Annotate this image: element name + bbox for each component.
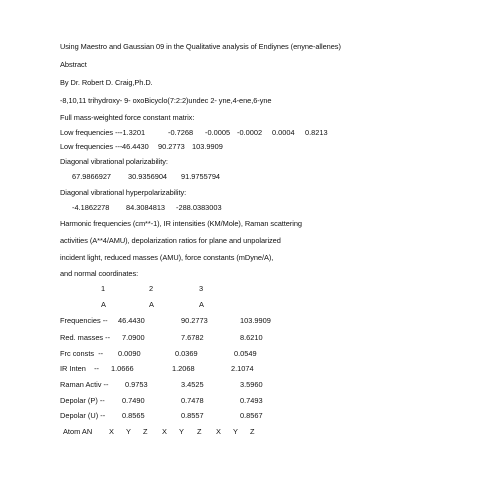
row-value: 3.4525 [181,380,204,389]
atom-header-axis: Z [250,427,255,436]
row-value: 0.7478 [181,396,204,405]
atom-header-axis: Z [197,427,202,436]
harmonic-description-line: and normal coordinates: [60,269,139,278]
row-value: 1.2068 [172,364,195,373]
row-label: Depolar (P) -- [60,396,105,405]
hyperpolarizability-label: Diagonal vibrational hyperpolarizability: [60,188,187,197]
atom-header-label: Atom AN [63,427,93,436]
atom-header-axis: X [162,427,167,436]
polarizability-label: Diagonal vibrational polarizability: [60,157,168,166]
row-value: 7.0900 [122,333,145,342]
row-label: Frequencies -- [60,316,108,325]
atom-header-axis: X [216,427,221,436]
row-value: 8.6210 [240,333,263,342]
low-freq-1-value: -0.0005 [205,128,231,137]
row-value: 0.0549 [234,349,257,358]
mode-symmetry: A [199,300,204,309]
low-freq-1-value: -0.0002 [237,128,263,137]
harmonic-description-line: Harmonic frequencies (cm**-1), IR intensities (KM/Mole), Raman scattering [60,219,302,228]
row-value: 1.0666 [111,364,134,373]
row-value: 7.6782 [181,333,204,342]
atom-header-axis: Y [179,427,184,436]
hyperpolarizability-value: -288.0383003 [176,203,222,212]
row-label: IR Inten -- [60,364,100,373]
atom-header-axis: Z [143,427,148,436]
row-value: 0.7490 [122,396,145,405]
low-freq-1-value: -1.3201 [120,128,146,137]
row-value: 0.8565 [122,411,145,420]
compound-name: -8,10,11 trihydroxy- 9- oxoBicyclo(7:2:2)undec 2- yne,4-ene,6-yne [60,96,272,105]
low-freq-2-label: Low frequencies --- [60,142,123,151]
row-label: Depolar (U) -- [60,411,106,420]
row-value: 0.8557 [181,411,204,420]
hyperpolarizability-value: -4.1862278 [72,203,110,212]
row-label: Frc consts -- [60,349,104,358]
atom-header-axis: X [109,427,114,436]
mode-symmetry: A [149,300,154,309]
row-label: Red. masses -- [60,333,111,342]
row-value: 0.8567 [240,411,263,420]
row-label: Raman Activ -- [60,380,109,389]
row-value: 3.5960 [240,380,263,389]
mode-number: 3 [199,284,204,293]
atom-header-axis: Y [233,427,238,436]
row-value: 103.9909 [240,316,271,325]
atom-header-axis: Y [126,427,131,436]
low-freq-2-value: 103.9909 [192,142,223,151]
low-freq-1-label: Low frequencies --- [60,128,123,137]
abstract-heading: Abstract [60,60,87,69]
row-value: 0.0090 [118,349,141,358]
document-title: Using Maestro and Gaussian 09 in the Qualitative analysis of Endiynes (enyne-allenes) [60,42,341,51]
row-value: 0.9753 [125,380,148,389]
harmonic-description-line: activities (A**4/AMU), depolarization ratios for plane and unpolarized [60,236,281,245]
polarizability-value: 91.9755794 [181,172,221,181]
low-freq-2-value: 46.4430 [122,142,149,151]
row-value: 0.7493 [240,396,263,405]
polarizability-value: 30.9356904 [128,172,168,181]
polarizability-value: 67.9866927 [72,172,112,181]
mode-symmetry: A [101,300,106,309]
harmonic-description-line: incident light, reduced masses (AMU), force constants (mDyne/A), [60,253,274,262]
author-line: By Dr. Robert D. Craig,Ph.D. [60,78,153,87]
row-value: 46.4430 [118,316,145,325]
row-value: 2.1074 [231,364,254,373]
mode-number: 2 [149,284,154,293]
full-mass-label: Full mass-weighted force constant matrix: [60,113,195,122]
row-value: 0.0369 [175,349,198,358]
low-freq-1-value: 0.8213 [305,128,328,137]
mode-number: 1 [101,284,106,293]
low-freq-1-value: 0.0004 [272,128,295,137]
row-value: 90.2773 [181,316,208,325]
low-freq-1-value: -0.7268 [168,128,194,137]
hyperpolarizability-value: 84.3084813 [126,203,166,212]
low-freq-2-value: 90.2773 [158,142,185,151]
